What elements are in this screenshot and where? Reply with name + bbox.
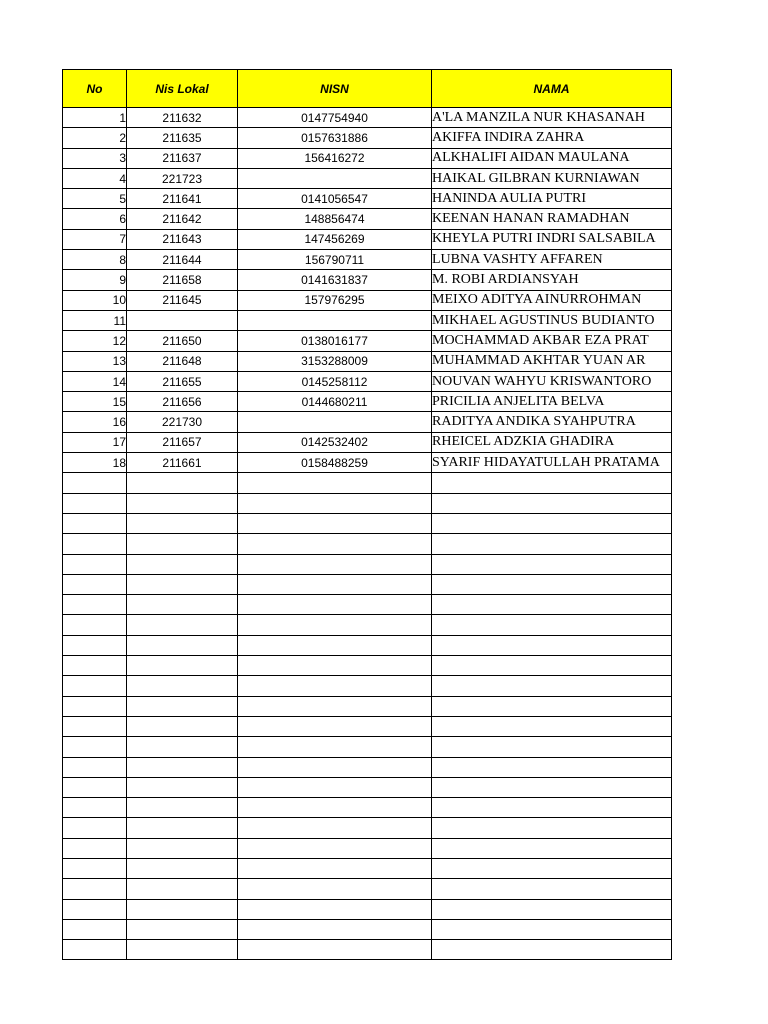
- nisn-cell[interactable]: 0142532402: [238, 432, 432, 452]
- header-row: [63, 70, 672, 108]
- nis-lokal-cell[interactable]: 221723: [127, 168, 238, 188]
- nis-lokal-cell[interactable]: 211655: [127, 371, 238, 391]
- nisn-cell[interactable]: [238, 493, 432, 513]
- nama-cell[interactable]: [432, 818, 672, 838]
- nama-cell[interactable]: [432, 595, 672, 615]
- nis-lokal-cell[interactable]: [127, 554, 238, 574]
- nama-cell[interactable]: [432, 696, 672, 716]
- nisn-cell[interactable]: 0138016177: [238, 331, 432, 351]
- nama-cell[interactable]: [432, 615, 672, 635]
- nama-cell[interactable]: A'LA MANZILA NUR KHASANAH: [432, 108, 672, 128]
- row-number-cell[interactable]: 8: [63, 250, 127, 270]
- row-number-cell[interactable]: [63, 574, 127, 594]
- nis-lokal-cell[interactable]: [127, 818, 238, 838]
- nama-cell[interactable]: [432, 534, 672, 554]
- nisn-cell[interactable]: 157976295: [238, 290, 432, 310]
- table-row: [63, 716, 672, 736]
- nisn-cell[interactable]: 3153288009: [238, 351, 432, 371]
- nama-cell[interactable]: [432, 858, 672, 878]
- nisn-cell[interactable]: 0144680211: [238, 392, 432, 412]
- nisn-cell[interactable]: 0157631886: [238, 128, 432, 148]
- nisn-cell[interactable]: 0141056547: [238, 189, 432, 209]
- nisn-cell[interactable]: [238, 595, 432, 615]
- header-nis-lokal[interactable]: Nis Lokal: [127, 70, 238, 108]
- table-row: [63, 656, 672, 676]
- table-row: [63, 798, 672, 818]
- row-number-cell[interactable]: [63, 554, 127, 574]
- nama-cell[interactable]: NOUVAN WAHYU KRISWANTORO: [432, 371, 672, 391]
- nisn-cell[interactable]: [238, 168, 432, 188]
- nisn-cell[interactable]: [238, 696, 432, 716]
- nis-lokal-cell[interactable]: 211642: [127, 209, 238, 229]
- table-row: [63, 595, 672, 615]
- nama-cell[interactable]: [432, 777, 672, 797]
- nis-lokal-cell[interactable]: 211644: [127, 250, 238, 270]
- table-row: [63, 493, 672, 513]
- row-number-cell[interactable]: 7: [63, 229, 127, 249]
- table-row: [63, 757, 672, 777]
- row-number-cell[interactable]: 10: [63, 290, 127, 310]
- nama-cell[interactable]: MUHAMMAD AKHTAR YUAN AR: [432, 351, 672, 371]
- nisn-cell[interactable]: [238, 615, 432, 635]
- table-row: [63, 615, 672, 635]
- table-row: [63, 128, 672, 148]
- row-number-cell[interactable]: [63, 858, 127, 878]
- table-row: [63, 453, 672, 473]
- nama-cell[interactable]: [432, 737, 672, 757]
- header-nama[interactable]: NAMA: [432, 70, 672, 108]
- nis-lokal-cell[interactable]: [127, 493, 238, 513]
- nis-lokal-cell[interactable]: [127, 858, 238, 878]
- table-row: [63, 290, 672, 310]
- nisn-cell[interactable]: [238, 534, 432, 554]
- table-row: [63, 818, 672, 838]
- table-row: [63, 351, 672, 371]
- table-row: [63, 229, 672, 249]
- row-number-cell[interactable]: 18: [63, 453, 127, 473]
- row-number-cell[interactable]: [63, 615, 127, 635]
- nis-lokal-cell[interactable]: 211661: [127, 453, 238, 473]
- nama-cell[interactable]: [432, 473, 672, 493]
- table-row: [63, 168, 672, 188]
- row-number-cell[interactable]: [63, 777, 127, 797]
- nisn-cell[interactable]: [238, 737, 432, 757]
- row-number-cell[interactable]: [63, 798, 127, 818]
- nama-cell[interactable]: [432, 676, 672, 696]
- nis-lokal-cell[interactable]: [127, 919, 238, 939]
- table-row: [63, 554, 672, 574]
- table-row: [63, 432, 672, 452]
- table-row: [63, 270, 672, 290]
- row-number-cell[interactable]: [63, 940, 127, 960]
- nisn-cell[interactable]: [238, 858, 432, 878]
- table-row: [63, 919, 672, 939]
- nis-lokal-cell[interactable]: [127, 798, 238, 818]
- nisn-cell[interactable]: [238, 656, 432, 676]
- nama-cell[interactable]: RHEICEL ADZKIA GHADIRA: [432, 432, 672, 452]
- nama-cell[interactable]: KEENAN HANAN RAMADHAN: [432, 209, 672, 229]
- row-number-cell[interactable]: [63, 513, 127, 533]
- row-number-cell[interactable]: [63, 879, 127, 899]
- table-row: [63, 250, 672, 270]
- table-row: [63, 473, 672, 493]
- nis-lokal-cell[interactable]: 211656: [127, 392, 238, 412]
- table-row: [63, 737, 672, 757]
- nis-lokal-cell[interactable]: [127, 696, 238, 716]
- row-number-cell[interactable]: [63, 838, 127, 858]
- table-row: [63, 899, 672, 919]
- nis-lokal-cell[interactable]: 211648: [127, 351, 238, 371]
- nis-lokal-cell[interactable]: [127, 899, 238, 919]
- nisn-cell[interactable]: [238, 798, 432, 818]
- nis-lokal-cell[interactable]: [127, 310, 238, 330]
- nis-lokal-cell[interactable]: 211657: [127, 432, 238, 452]
- nama-cell[interactable]: MEIXO ADITYA AINURROHMAN: [432, 290, 672, 310]
- nisn-cell[interactable]: 156790711: [238, 250, 432, 270]
- row-number-cell[interactable]: [63, 595, 127, 615]
- row-number-cell[interactable]: 13: [63, 351, 127, 371]
- nama-cell[interactable]: [432, 940, 672, 960]
- nama-cell[interactable]: [432, 838, 672, 858]
- nama-cell[interactable]: HAIKAL GILBRAN KURNIAWAN: [432, 168, 672, 188]
- nisn-cell[interactable]: [238, 838, 432, 858]
- row-number-cell[interactable]: 17: [63, 432, 127, 452]
- nis-lokal-cell[interactable]: [127, 737, 238, 757]
- table-row: [63, 513, 672, 533]
- row-number-cell[interactable]: [63, 635, 127, 655]
- nisn-cell[interactable]: [238, 310, 432, 330]
- nama-cell[interactable]: ALKHALIFI AIDAN MAULANA: [432, 148, 672, 168]
- nama-cell[interactable]: SYARIF HIDAYATULLAH PRATAMA: [432, 453, 672, 473]
- nis-lokal-cell[interactable]: 211635: [127, 128, 238, 148]
- nis-lokal-cell[interactable]: 221730: [127, 412, 238, 432]
- nis-lokal-cell[interactable]: [127, 656, 238, 676]
- nama-cell[interactable]: MOCHAMMAD AKBAR EZA PRAT: [432, 331, 672, 351]
- table-row: [63, 635, 672, 655]
- table-row: [63, 189, 672, 209]
- nis-lokal-cell[interactable]: 211637: [127, 148, 238, 168]
- nis-lokal-cell[interactable]: [127, 757, 238, 777]
- nis-lokal-cell[interactable]: [127, 534, 238, 554]
- row-number-cell[interactable]: 12: [63, 331, 127, 351]
- nama-cell[interactable]: [432, 716, 672, 736]
- nama-cell[interactable]: RADITYA ANDIKA SYAHPUTRA: [432, 412, 672, 432]
- nama-cell[interactable]: [432, 879, 672, 899]
- nama-cell[interactable]: [432, 757, 672, 777]
- nama-cell[interactable]: MIKHAEL AGUSTINUS BUDIANTO: [432, 310, 672, 330]
- table-row: [63, 310, 672, 330]
- table-row: [63, 209, 672, 229]
- nis-lokal-cell[interactable]: [127, 615, 238, 635]
- nis-lokal-cell[interactable]: [127, 513, 238, 533]
- nis-lokal-cell[interactable]: 211632: [127, 108, 238, 128]
- nis-lokal-cell[interactable]: [127, 676, 238, 696]
- row-number-cell[interactable]: [63, 656, 127, 676]
- nis-lokal-cell[interactable]: [127, 574, 238, 594]
- nisn-cell[interactable]: 0147754940: [238, 108, 432, 128]
- row-number-cell[interactable]: [63, 676, 127, 696]
- nis-lokal-cell[interactable]: [127, 838, 238, 858]
- nis-lokal-cell[interactable]: 211650: [127, 331, 238, 351]
- table-row: [63, 534, 672, 554]
- student-table: [62, 69, 672, 960]
- nis-lokal-cell[interactable]: [127, 879, 238, 899]
- row-number-cell[interactable]: [63, 818, 127, 838]
- table-row: [63, 331, 672, 351]
- nisn-cell[interactable]: [238, 757, 432, 777]
- nisn-cell[interactable]: [238, 879, 432, 899]
- nisn-cell[interactable]: [238, 574, 432, 594]
- nama-cell[interactable]: [432, 798, 672, 818]
- table-row: [63, 879, 672, 899]
- nisn-cell[interactable]: [238, 412, 432, 432]
- row-number-cell[interactable]: 6: [63, 209, 127, 229]
- row-number-cell[interactable]: 11: [63, 310, 127, 330]
- table-row: [63, 676, 672, 696]
- nisn-cell[interactable]: [238, 919, 432, 939]
- row-number-cell[interactable]: [63, 473, 127, 493]
- table-row: [63, 858, 672, 878]
- table-row: [63, 108, 672, 128]
- nisn-cell[interactable]: [238, 777, 432, 797]
- nama-cell[interactable]: [432, 635, 672, 655]
- nis-lokal-cell[interactable]: 211645: [127, 290, 238, 310]
- nis-lokal-cell[interactable]: [127, 716, 238, 736]
- row-number-cell[interactable]: [63, 899, 127, 919]
- nisn-cell[interactable]: [238, 554, 432, 574]
- nis-lokal-cell[interactable]: [127, 635, 238, 655]
- nisn-cell[interactable]: 156416272: [238, 148, 432, 168]
- table-row: [63, 777, 672, 797]
- nis-lokal-cell[interactable]: 211641: [127, 189, 238, 209]
- row-number-cell[interactable]: 14: [63, 371, 127, 391]
- table-row: [63, 940, 672, 960]
- nisn-cell[interactable]: [238, 940, 432, 960]
- nama-cell[interactable]: M. ROBI ARDIANSYAH: [432, 270, 672, 290]
- row-number-cell[interactable]: 9: [63, 270, 127, 290]
- nisn-cell[interactable]: [238, 716, 432, 736]
- nis-lokal-cell[interactable]: [127, 940, 238, 960]
- nisn-cell[interactable]: [238, 635, 432, 655]
- nis-lokal-cell[interactable]: [127, 777, 238, 797]
- nama-cell[interactable]: HANINDA AULIA PUTRI: [432, 189, 672, 209]
- row-number-cell[interactable]: 15: [63, 392, 127, 412]
- nis-lokal-cell[interactable]: [127, 473, 238, 493]
- row-number-cell[interactable]: 1: [63, 108, 127, 128]
- table-row: [63, 148, 672, 168]
- table-row: [63, 392, 672, 412]
- nis-lokal-cell[interactable]: 211658: [127, 270, 238, 290]
- nisn-cell[interactable]: [238, 676, 432, 696]
- nisn-cell[interactable]: 0158488259: [238, 453, 432, 473]
- nisn-cell[interactable]: 0141631837: [238, 270, 432, 290]
- nama-cell[interactable]: [432, 919, 672, 939]
- row-number-cell[interactable]: [63, 716, 127, 736]
- row-number-cell[interactable]: [63, 757, 127, 777]
- nama-cell[interactable]: KHEYLA PUTRI INDRI SALSABILA: [432, 229, 672, 249]
- nisn-cell[interactable]: 148856474: [238, 209, 432, 229]
- table-row: [63, 696, 672, 716]
- nama-cell[interactable]: [432, 554, 672, 574]
- nisn-cell[interactable]: [238, 818, 432, 838]
- nama-cell[interactable]: [432, 574, 672, 594]
- nis-lokal-cell[interactable]: [127, 595, 238, 615]
- row-number-cell[interactable]: [63, 534, 127, 554]
- row-number-cell[interactable]: 4: [63, 168, 127, 188]
- table-row: [63, 371, 672, 391]
- table-row: [63, 574, 672, 594]
- row-number-cell[interactable]: [63, 919, 127, 939]
- nama-cell[interactable]: PRICILIA ANJELITA BELVA: [432, 392, 672, 412]
- nis-lokal-cell[interactable]: 211643: [127, 229, 238, 249]
- nama-cell[interactable]: [432, 513, 672, 533]
- table-row: [63, 412, 672, 432]
- nisn-cell[interactable]: 147456269: [238, 229, 432, 249]
- header-no[interactable]: No: [63, 70, 127, 108]
- nama-cell[interactable]: AKIFFA INDIRA ZAHRA: [432, 128, 672, 148]
- row-number-cell[interactable]: [63, 737, 127, 757]
- nisn-cell[interactable]: [238, 513, 432, 533]
- row-number-cell[interactable]: 5: [63, 189, 127, 209]
- header-nisn[interactable]: NISN: [238, 70, 432, 108]
- table-row: [63, 838, 672, 858]
- nisn-cell[interactable]: [238, 473, 432, 493]
- nama-cell[interactable]: LUBNA VASHTY AFFAREN: [432, 250, 672, 270]
- row-number-cell[interactable]: 16: [63, 412, 127, 432]
- nama-cell[interactable]: [432, 493, 672, 513]
- row-number-cell[interactable]: 3: [63, 148, 127, 168]
- row-number-cell[interactable]: 2: [63, 128, 127, 148]
- nama-cell[interactable]: [432, 656, 672, 676]
- row-number-cell[interactable]: [63, 493, 127, 513]
- nisn-cell[interactable]: [238, 899, 432, 919]
- nisn-cell[interactable]: 0145258112: [238, 371, 432, 391]
- row-number-cell[interactable]: [63, 696, 127, 716]
- nama-cell[interactable]: [432, 899, 672, 919]
